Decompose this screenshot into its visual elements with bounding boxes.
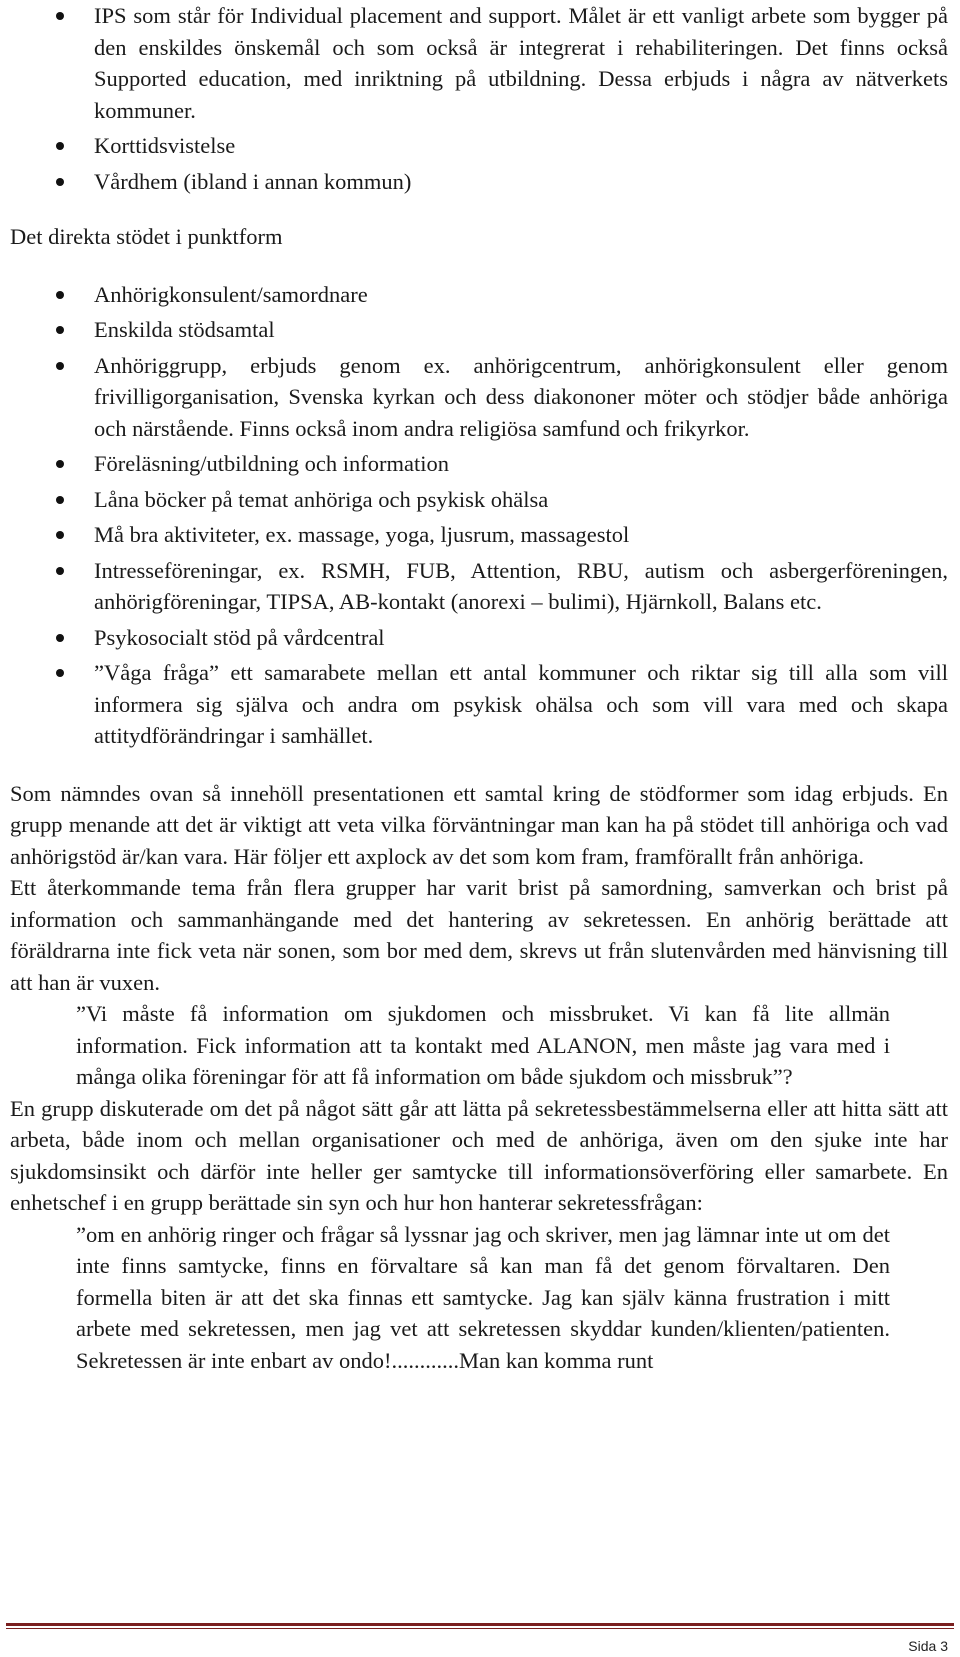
list-item: Föreläsning/utbildning och information: [10, 448, 948, 480]
footer-rule: [6, 1623, 954, 1626]
list-item: Psykosocialt stöd på vårdcentral: [10, 622, 948, 654]
list-item: Anhörigkonsulent/samordnare: [10, 279, 948, 311]
spacer: [10, 756, 948, 778]
section-heading: Det direkta stödet i punktform: [10, 224, 283, 249]
list-item: Intresseföreningar, ex. RSMH, FUB, Attention, RBU, autism och asbergerföreningen, anhörigföreningar, TIPSA, AB-kontakt (anorexi – bulimi), Hjärnkoll, Balans etc.: [10, 555, 948, 618]
footer-rule-thin: [6, 1628, 954, 1629]
support-forms-list: [10, 0, 948, 197]
list-item: IPS som står för Individual placement and support. Målet är ett vanligt arbete som bygger på den enskildes önskemål och som också är integrerat i rehabiliteringen. Det finns också Supported education, med inriktning på utbildning. Dessa erbjuds i några av nätverkets kommuner.: [10, 0, 948, 126]
list-item: Låna böcker på temat anhöriga och psykisk ohälsa: [10, 484, 948, 516]
list-item: ”Våga fråga” ett samarabete mellan ett antal kommuner och riktar sig till alla som vill informera sig själva och andra om psykisk ohälsa och som vill vara med och skapa attitydförändringar i samhället.: [10, 657, 948, 752]
list-item: Anhöriggrupp, erbjuds genom ex. anhörigcentrum, anhörigkonsulent eller genom frivilligorganisation, Svenska kyrkan och dess diakononer möter och stödjer både anhöriga och närstående. Finns också inom andra religiösa samfund och frikyrkor.: [10, 350, 948, 445]
list-item: Må bra aktiviteter, ex. massage, yoga, ljusrum, massagestol: [10, 519, 948, 551]
direct-support-list: [10, 279, 948, 752]
quote-unit-manager: ”om en anhörig ringer och frågar så lyssnar jag och skriver, men jag lämnar inte ut om det inte finns samtycke, finns en förvaltare så kan man få det genom förvaltaren. Den formella biten är att det ska finnas ett samtycke. Jag kan själv känna frustration i mitt arbete med sekretessen, men jag vet att sekretessen skyddar kunden/klienten/patienten. Sekretessen är inte enbart av ondo!............Man kan komma runt: [76, 1221, 890, 1373]
page-number: Sida 3: [908, 1638, 948, 1654]
list-item: Enskilda stödsamtal: [10, 314, 948, 346]
list-item: Korttidsvistelse: [10, 130, 948, 162]
list-item: Vårdhem (ibland i annan kommun): [10, 166, 948, 198]
paragraph-coordination: Ett återkommande tema från flera grupper har varit brist på samordning, samverkan och brist på information och sammanhängande med det hantering av sekretessen. En anhörig berättade att föräldrarna inte fick veta när sonen, som bor med dem, skrevs ut från slutenvården med hänvisning till att han är vuxen.: [10, 875, 948, 995]
paragraph-presentation: Som nämndes ovan så innehöll presentationen ett samtal kring de stödformer som idag erbjuds. En grupp menande att det är viktigt att veta vilka förväntningar man kan ha på stödet till anhöriga och vad anhörigstöd är/kan vara. Här följer ett axplock av det som kom fram, framförallt från anhöriga.: [10, 780, 948, 869]
quote-relative: ”Vi måste få information om sjukdomen och missbruket. Vi kan få lite allmän information. Fick information att ta kontakt med ALANON, men måste jag vara med i många olika föreningar för att få information om både sjukdom och missbruk”?: [76, 1001, 890, 1089]
page-content: [10, 0, 948, 1376]
paragraph-confidentiality: En grupp diskuterade om det på något sätt går att lätta på sekretessbestämmelserna eller att hitta sätt att arbeta, både inom och mellan organisationer och med de anhöriga, även om den sjuke inte har sjukdomsinsikt och därför inte heller ger samtycke till informationsöverföring eller samarbete. En enhetschef i en grupp berättade sin syn och hur hon hanterar sekretessfrågan:: [10, 1095, 948, 1215]
